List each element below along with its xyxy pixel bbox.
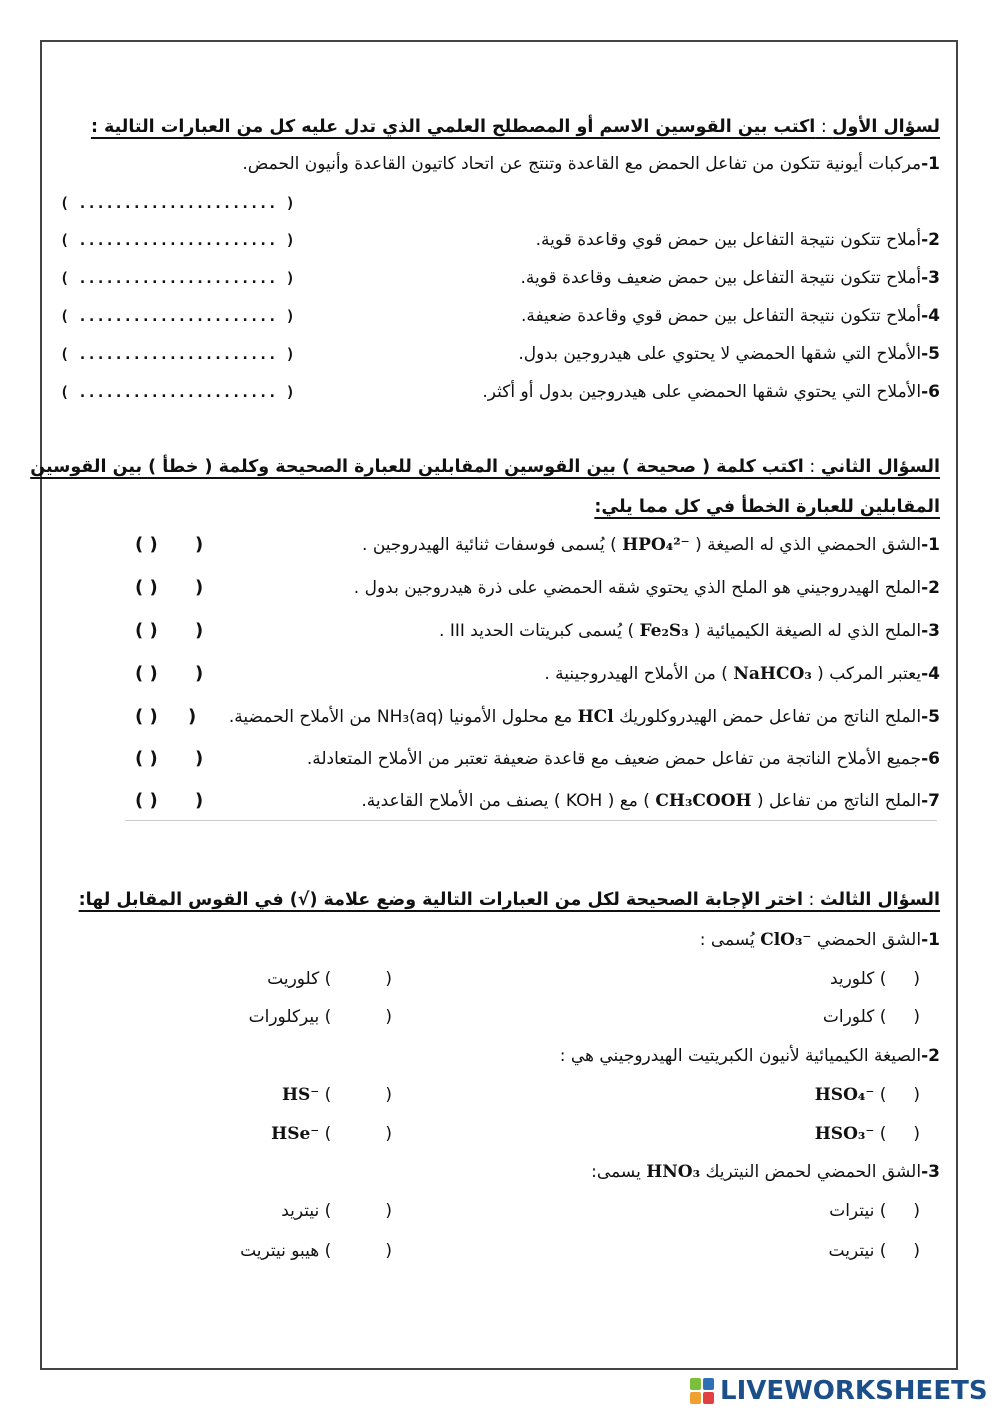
q2-item-num: 5- (921, 707, 940, 727)
choice-option[interactable]: ( ) HSe⁻ (263, 1117, 392, 1151)
q2-heading-cont (60, 490, 940, 524)
q1-instruction: اكتب بين القوسين الاسم أو المصطلح العلمي الذي تدل عليه كل من العبارات التالية : (90, 117, 816, 137)
q1-item-text: أملاح تتكون نتيجة التفاعل بين حمض قوي وقاعدة قوية. (535, 230, 922, 250)
chem-formula: HNO₃ (646, 1162, 701, 1182)
q2-item-text-after: ) يُسمى كبريتات الحديد III . (439, 621, 635, 641)
q1-item-text: الأملاح التي يحتوي شقها الحمضي على هيدروجين بدول أو أكثر. (482, 382, 922, 402)
q1-item-num: 6- (921, 382, 940, 402)
q3-stem-after: يُسمى : (699, 930, 755, 950)
q3-options-row (60, 1194, 940, 1228)
choice-option[interactable]: ( ) نيتريد (281, 1201, 392, 1221)
tf-answer-box[interactable]: ( ) (135, 534, 158, 555)
section-divider (125, 820, 937, 821)
q3-question-3 (60, 1155, 940, 1189)
q2-item-1 (60, 528, 940, 562)
q1-item-2 (60, 223, 940, 257)
q1-heading: لسؤال الأول : اكتب بين القوسين الاسم أو المصطلح العلمي الذي تدل عليه كل من العبارات التالية : (90, 117, 940, 137)
option-label: نيتريت (828, 1241, 875, 1261)
answer-blank[interactable]: ( ...................... ) (60, 269, 295, 287)
choice-option[interactable]: ( ) بيركلورات (248, 1007, 392, 1027)
choice-option[interactable]: ( ) نيتريت (828, 1241, 920, 1261)
chem-formula: ClO₃⁻ (760, 930, 812, 950)
q3-question-num: 1- (921, 930, 940, 950)
q2-item-2 (60, 571, 940, 605)
q1-item-text: أملاح تتكون نتيجة التفاعل بين حمض قوي وقاعدة ضعيفة. (520, 306, 922, 326)
q2-item-text-after: ) يُسمى فوسفات ثنائية الهيدروجين . (362, 535, 617, 555)
q2-item-7 (60, 784, 940, 818)
q1-item-num: 4- (921, 306, 940, 326)
choice-option[interactable]: ( ) كلوريت (267, 969, 392, 989)
q2-item-num: 4- (921, 664, 940, 684)
q2-item-num: 2- (921, 578, 940, 598)
q1-item-text: الأملاح التي شقها الحمضي لا يحتوي على هيدروجين بدول. (518, 344, 922, 364)
q1-item-num: 2- (921, 230, 940, 250)
option-formula: HS⁻ (281, 1085, 320, 1105)
liveworksheets-logo (690, 1374, 988, 1408)
q1-answer-row-1 (60, 186, 940, 220)
q2-item-text-after: ) مع ( KOH ) يصنف من الأملاح القاعدية. (361, 791, 650, 811)
q3-question-num: 2- (921, 1046, 940, 1066)
q2-item-text-after: ) من الأملاح الهيدروجينية . (544, 664, 728, 684)
choice-option[interactable]: ( ) HSO₃⁻ (807, 1117, 920, 1151)
q1-item-1 (60, 147, 940, 181)
tf-answer-box[interactable]: ( ) (135, 663, 158, 684)
q3-options-row (60, 1000, 940, 1034)
q3-title: السؤال الثالث (819, 890, 940, 910)
q1-item-num: 1- (921, 154, 940, 174)
tf-answer-box[interactable]: ( ) (135, 577, 158, 598)
q1-title: لسؤال الأول (832, 117, 940, 137)
option-label: نيتريد (281, 1201, 320, 1221)
q2-heading: السؤال الثاني : اكتب كلمة ( صحيحة ) بين القوسين المقابلين للعبارة الصحيحة وكلمة ( خطأ ) بين القوسين (30, 457, 940, 477)
q2-item-text-after: مع محلول الأمونيا NH₃(aq) من الأملاح الحمضية. (228, 707, 573, 727)
q1-item-num: 3- (921, 268, 940, 288)
q3-options-row (60, 1234, 940, 1268)
q3-question-2 (60, 1039, 940, 1073)
q3-heading: السؤال الثالث : اختر الإجابة الصحيحة لكل من العبارات التالية وضع علامة (√) في القوس المقابل لها: (78, 890, 940, 910)
q2-instruction-line2: المقابلين للعبارة الخطأ في كل مما يلي: (594, 497, 940, 517)
q2-title: السؤال الثاني (820, 457, 940, 477)
q3-options-row (60, 962, 940, 996)
q3-options-row (60, 1078, 940, 1112)
answer-blank[interactable]: ( ...................... ) (60, 231, 295, 249)
q2-item-text: الملح الهيدروجيني هو الملح الذي يحتوي شقه الحمضي على ذرة هيدروجين بدول . (353, 578, 922, 598)
q2-item-text: الملح الذي له الصيغة الكيميائية ( (694, 621, 922, 641)
chem-formula: NaHCO₃ (733, 664, 812, 684)
q3-question-num: 3- (921, 1162, 940, 1182)
q2-instruction-line1: اكتب كلمة ( صحيحة ) بين القوسين المقابلين للعبارة الصحيحة وكلمة ( خطأ ) بين القوسين (30, 457, 804, 477)
q1-item-3 (60, 261, 940, 295)
paren-open[interactable]: ( (195, 577, 204, 598)
q1-item-5 (60, 337, 940, 371)
q3-options-row (60, 1117, 940, 1151)
q2-item-3 (60, 614, 940, 648)
chem-formula: HPO₄²⁻ (622, 535, 690, 555)
choice-option[interactable]: ( ) نيترات (829, 1201, 920, 1221)
q1-item-num: 5- (921, 344, 940, 364)
q2-item-num: 3- (921, 621, 940, 641)
q3-question-1 (60, 923, 940, 957)
q2-item-num: 6- (921, 749, 940, 769)
q2-item-num: 1- (921, 535, 940, 555)
q3-stem: الشق الحمضي (816, 930, 922, 950)
q1-item-text: مركبات أيونية تتكون من تفاعل الحمض مع القاعدة وتنتج عن اتحاد كاتيون القاعدة وأنيون الحمض. (242, 154, 922, 174)
tf-answer-box[interactable]: ( ) (135, 706, 158, 727)
option-label: نيترات (829, 1201, 875, 1221)
q2-item-4 (60, 657, 940, 691)
q2-item-text: يعتبر المركب ( (817, 664, 922, 684)
option-label: كلورات (822, 1007, 875, 1027)
q1-item-text: أملاح تتكون نتيجة التفاعل بين حمض ضعيف وقاعدة قوية. (520, 268, 922, 288)
q2-item-text: جميع الأملاح الناتجة من تفاعل حمض ضعيف مع قاعدة ضعيفة تعتبر من الأملاح المتعادلة. (306, 749, 922, 769)
q3-stem-after: يسمى: (591, 1162, 641, 1182)
choice-option[interactable]: ( ) هيبو نيتريت (240, 1241, 392, 1261)
q1-item-4 (60, 299, 940, 333)
q2-item-5 (60, 700, 940, 734)
q2-item-text: الملح الناتج من تفاعل حمض الهيدروكلوريك (619, 707, 922, 727)
paren-open[interactable]: ( (195, 748, 204, 769)
paren-open[interactable]: ( (195, 534, 204, 555)
answer-blank[interactable]: ( ...................... ) (60, 383, 295, 401)
paren-open[interactable]: ( (195, 620, 204, 641)
choice-option[interactable]: ( ) كلورات (822, 1007, 920, 1027)
choice-option[interactable]: ( ) HS⁻ (274, 1078, 392, 1112)
choice-option[interactable]: ( ) كلوريد (829, 969, 920, 989)
chem-formula: HCl (577, 707, 614, 727)
paren-open[interactable]: ( (195, 663, 204, 684)
option-formula: HSe⁻ (271, 1124, 320, 1144)
liveworksheets-logo-icon (690, 1378, 714, 1404)
option-label: هيبو نيتريت (240, 1241, 320, 1261)
tf-answer-box[interactable]: ( ) (135, 620, 158, 641)
q2-item-6 (60, 742, 940, 776)
q3-instruction: اختر الإجابة الصحيحة لكل من العبارات التالية وضع علامة (√) في القوس المقابل لها: (78, 890, 803, 910)
paren-open[interactable]: ( (188, 706, 197, 727)
paren-open[interactable]: ( (195, 790, 204, 811)
q1-item-6 (60, 375, 940, 409)
q2-item-num: 7- (921, 791, 940, 811)
q2-item-text: الشق الحمضي الذي له الصيغة ( (695, 535, 922, 555)
option-label: كلوريت (267, 969, 320, 989)
answer-blank[interactable]: ( ...................... ) (60, 194, 295, 212)
liveworksheets-logo-text: LIVEWORKSHEETS (720, 1376, 988, 1406)
choice-option[interactable]: ( ) HSO₄⁻ (807, 1078, 920, 1112)
option-label: بيركلورات (248, 1007, 320, 1027)
chem-formula: Fe₂S₃ (639, 621, 689, 641)
q2-item-text: الملح الناتج من تفاعل ( (757, 791, 922, 811)
option-formula: HSO₄⁻ (814, 1085, 875, 1105)
option-formula: HSO₃⁻ (814, 1124, 875, 1144)
chem-formula: CH₃COOH (655, 791, 752, 811)
q3-stem: الصيغة الكيميائية لأنيون الكبريتيت الهيدروجيني هي : (559, 1046, 922, 1066)
answer-blank[interactable]: ( ...................... ) (60, 307, 295, 325)
tf-answer-box[interactable]: ( ) (135, 748, 158, 769)
option-label: كلوريد (829, 969, 875, 989)
tf-answer-box[interactable]: ( ) (135, 790, 158, 811)
answer-blank[interactable]: ( ...................... ) (60, 345, 295, 363)
q3-stem: الشق الحمضي لحمض النيتريك (705, 1162, 922, 1182)
